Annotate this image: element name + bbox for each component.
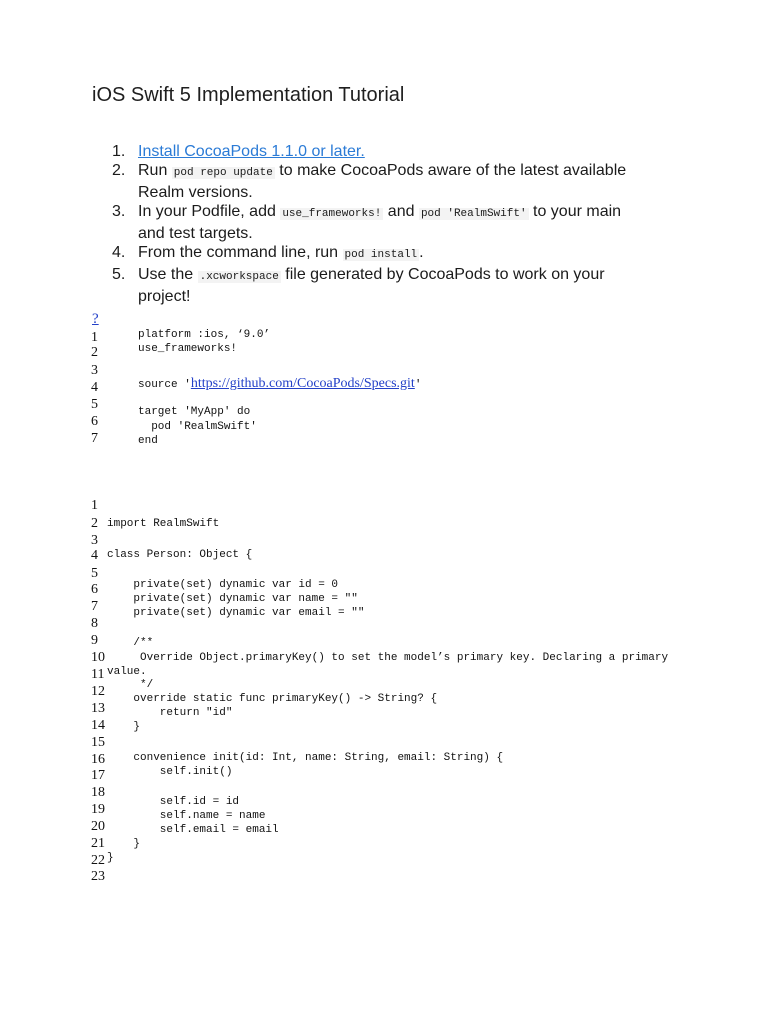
line-number: 4 xyxy=(91,380,98,395)
code-line: self.email = email xyxy=(107,824,279,836)
code-line: } xyxy=(107,721,141,733)
line-number: 3 xyxy=(91,533,98,548)
code-text: source ' xyxy=(138,379,191,391)
code-line: import RealmSwift xyxy=(107,518,220,530)
install-cocoapods-link[interactable]: Install CocoaPods 1.1.0 or later. xyxy=(138,143,365,160)
code-line: } xyxy=(107,852,114,864)
line-number: 12 xyxy=(91,684,105,699)
line-number: 6 xyxy=(91,414,98,429)
code-line: self.name = name xyxy=(107,810,266,822)
line-number: 15 xyxy=(91,735,105,750)
line-number: 20 xyxy=(91,819,105,834)
line-number: 13 xyxy=(91,701,105,716)
step-2 xyxy=(112,161,712,202)
step-text: In your Podfile, add xyxy=(138,203,281,220)
step-text: file generated by CocoaPods to work on your xyxy=(280,266,605,283)
code-text: ' xyxy=(414,379,422,391)
step-text: and xyxy=(383,203,419,220)
line-number: 17 xyxy=(91,768,105,783)
code-line: value. xyxy=(107,666,147,678)
code-line: self.id = id xyxy=(107,796,240,808)
code-line: */ xyxy=(107,679,154,691)
line-number: 6 xyxy=(91,582,98,597)
code-line xyxy=(138,376,421,392)
line-number: 5 xyxy=(91,397,98,412)
line-number: 23 xyxy=(91,869,105,884)
step-number: 3. xyxy=(112,203,126,220)
line-number: 4 xyxy=(91,548,98,563)
step-4 xyxy=(112,243,712,265)
code-line: target 'MyApp' do xyxy=(138,406,251,418)
code-line: } xyxy=(107,838,141,850)
step-number: 2. xyxy=(112,162,126,179)
line-number: 8 xyxy=(91,616,98,631)
code-line: convenience init(id: Int, name: String, email: String) { xyxy=(107,752,504,764)
step-text: to make CocoaPods aware of the latest available xyxy=(274,162,627,179)
code-line: platform :ios, ‘9.0’ xyxy=(138,329,271,341)
code-line: /** xyxy=(107,637,154,649)
step-5 xyxy=(112,265,712,306)
code-line: use_frameworks! xyxy=(138,343,238,355)
line-number: 16 xyxy=(91,752,105,767)
line-number: 18 xyxy=(91,785,105,800)
line-number: 5 xyxy=(91,566,98,581)
step-text: Use the xyxy=(138,266,198,283)
line-number: 3 xyxy=(91,363,98,378)
inline-code: .xcworkspace xyxy=(199,271,279,283)
code-line: Override Object.primaryKey() to set the model’s primary key. Declaring a primary xyxy=(107,652,669,664)
code-line: override static func primaryKey() -> String? { xyxy=(107,693,438,705)
inline-code: pod install xyxy=(344,249,418,261)
code-line: return "id" xyxy=(107,707,233,719)
line-number: 11 xyxy=(91,667,105,682)
code-line: end xyxy=(138,435,158,447)
line-number: 2 xyxy=(91,516,98,531)
line-number: 10 xyxy=(91,650,105,665)
line-number: 14 xyxy=(91,718,105,733)
code-line: class Person: Object { xyxy=(107,549,253,561)
step-number: 1. xyxy=(112,143,126,160)
specs-repo-link[interactable]: https://github.com/CocoaPods/Specs.git xyxy=(190,376,415,391)
inline-code: pod repo update xyxy=(173,167,273,179)
step-3 xyxy=(112,202,712,243)
code-line: pod 'RealmSwift' xyxy=(138,421,257,433)
code-line: private(set) dynamic var name = "" xyxy=(107,593,358,605)
step-text: and test targets. xyxy=(138,225,253,242)
step-1 xyxy=(112,142,712,161)
step-text: Realm versions. xyxy=(138,184,253,201)
line-number: 22 xyxy=(91,853,105,868)
step-number: 4. xyxy=(112,244,126,261)
code-help-link[interactable]: ? xyxy=(92,311,99,327)
code-line: private(set) dynamic var email = "" xyxy=(107,607,365,619)
page-title: iOS Swift 5 Implementation Tutorial xyxy=(92,84,405,106)
line-number: 21 xyxy=(91,836,105,851)
code-line: self.init() xyxy=(107,766,233,778)
step-number: 5. xyxy=(112,266,126,283)
line-number: 1 xyxy=(91,498,98,513)
line-number: 2 xyxy=(91,345,98,360)
step-text: . xyxy=(419,244,424,261)
line-number: 9 xyxy=(91,633,98,648)
step-text: to your main xyxy=(528,203,622,220)
line-number: 7 xyxy=(91,431,98,446)
step-text: From the command line, run xyxy=(138,244,343,261)
inline-code: pod 'RealmSwift' xyxy=(420,208,527,220)
inline-code: use_frameworks! xyxy=(282,208,382,220)
code-line: private(set) dynamic var id = 0 xyxy=(107,579,339,591)
step-text: Run xyxy=(138,162,172,179)
line-number: 1 xyxy=(91,330,98,345)
setup-steps-list xyxy=(112,142,712,306)
line-number: 7 xyxy=(91,599,98,614)
line-number: 19 xyxy=(91,802,105,817)
step-text: project! xyxy=(138,288,191,305)
